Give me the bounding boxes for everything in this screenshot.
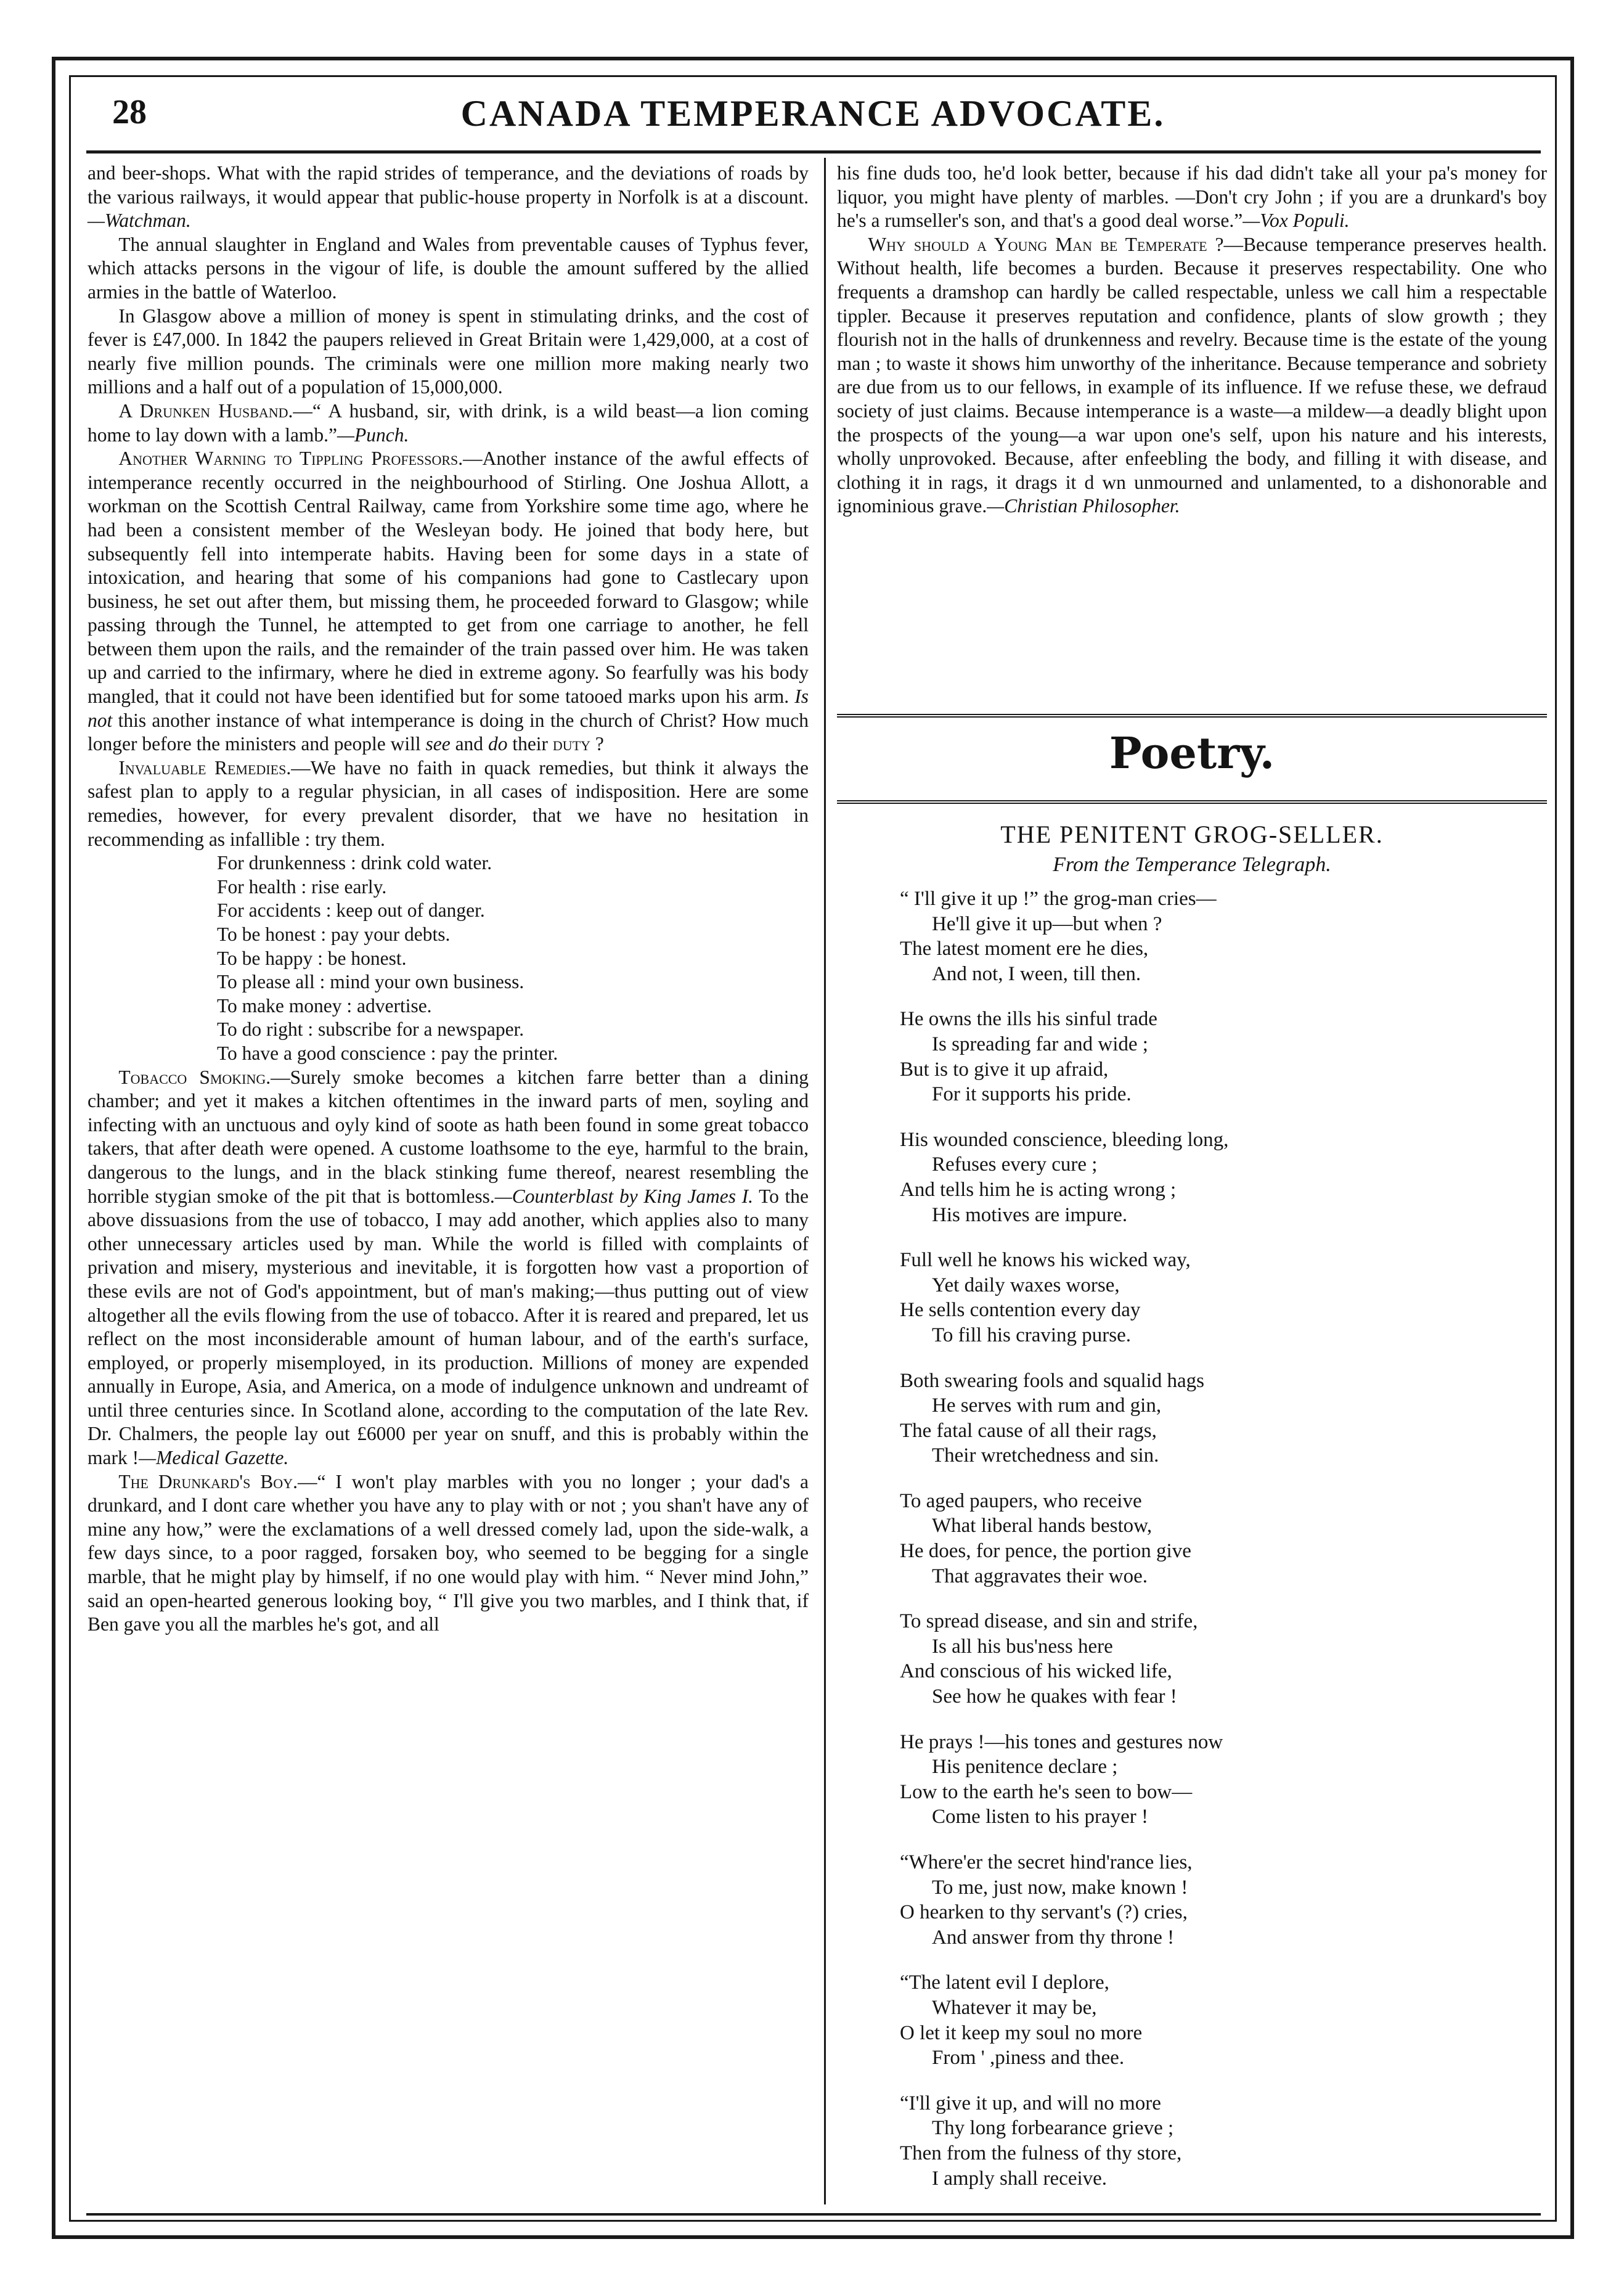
poem-line: To spread disease, and sin and strife,	[900, 1610, 1198, 1633]
poetry-rule-bottom	[837, 800, 1547, 804]
poem-line: He owns the ills his sinful trade	[900, 1008, 1157, 1031]
poem-line: From ' ,piness and thee.	[932, 2047, 1125, 2069]
remedy-item: To make money : advertise.	[217, 994, 432, 1017]
article-paragraph: In Glasgow above a million of money is spent in stimulating drinks, and the cost of fever is £47,000. In 1842 the paupers relieved in Great Britain were 1,429,000, at a cost of nearly five million pounds. The criminals were one million more making nearly two millions and a half out of a population of 15,000,000.	[88, 305, 809, 398]
poem-line: And answer from thy throne !	[932, 1926, 1175, 1949]
poem-stanza	[900, 1489, 1516, 1589]
poem-line: That aggravates their woe.	[932, 1565, 1148, 1587]
poem-stanza	[900, 1007, 1516, 1107]
poem-line: The fatal cause of all their rags,	[900, 1419, 1157, 1442]
article-drunken-husband: A Drunken Husband.—“ A husband, sir, with drink, is a wild beast—a lion coming home to lay down with a lamb.”—Punch.	[88, 399, 809, 446]
poem-line: His penitence declare ;	[932, 1756, 1118, 1778]
article-invaluable-remedies: Invaluable Remedies.—We have no faith in quack remedies, but think it always the safest plan to apply to a regular physician, in all cases of indisposition. Here are some remedies, however, for every prevalent disorder, that we have no hesitation in recommending as infallible : try them.	[88, 756, 809, 850]
remedy-item: To do right : subscribe for a newspaper.	[217, 1018, 524, 1041]
header-rule	[86, 150, 1541, 153]
poem-line: He'll give it up—but when ?	[932, 912, 1162, 935]
poem-line: “The latent evil I deplore,	[900, 1971, 1109, 1994]
poem-line: And conscious of his wicked life,	[900, 1660, 1172, 1683]
poetry-heading: Poetry.	[1109, 727, 1275, 779]
right-column	[837, 162, 1547, 518]
article-paragraph: and beer-shops. What with the rapid strides of temperance, and the deviations of roads by the various railways, it would appear that public-house property in Norfolk is at a discount.—Watchman.	[88, 162, 809, 232]
poem-line: And not, I ween, till then.	[932, 962, 1141, 985]
remedy-item: To please all : mind your own business.	[217, 971, 524, 993]
poem-line: The latest moment ere he dies,	[900, 938, 1149, 960]
poem-line: Low to the earth he's seen to bow—	[900, 1780, 1193, 1803]
remedy-item: For accidents : keep out of danger.	[217, 899, 485, 922]
poem-stanza	[900, 1248, 1516, 1348]
remedy-item: To be honest : pay your debts.	[217, 923, 451, 945]
poem-line: “I'll give it up, and will no more	[900, 2092, 1161, 2114]
left-column	[88, 162, 809, 1637]
poem-source: From the Temperance Telegraph.	[1053, 853, 1331, 876]
poem-line: Full well he knows his wicked way,	[900, 1249, 1191, 1272]
poem-line: He does, for pence, the portion give	[900, 1540, 1191, 1563]
journal-title: CANADA TEMPERANCE ADVOCATE.	[460, 93, 1165, 134]
poem-line: Their wretchedness and sin.	[932, 1444, 1159, 1467]
poem-line: For it supports his pride.	[932, 1083, 1132, 1106]
page-number: 28	[112, 93, 147, 131]
poem-body	[900, 886, 1516, 2211]
poem-line: Is all his bus'ness here	[932, 1635, 1113, 1658]
poem-line: He sells contention every day	[900, 1299, 1141, 1322]
poem-line: His wounded conscience, bleeding long,	[900, 1128, 1229, 1151]
poem-line: And tells him he is acting wrong ;	[900, 1178, 1177, 1201]
poem-line: His motives are impure.	[932, 1203, 1128, 1226]
footer-rule	[86, 2213, 1541, 2216]
poem-line: Come listen to his prayer !	[932, 1806, 1149, 1828]
poem-line: Whatever it may be,	[932, 1996, 1097, 2019]
poem-stanza	[900, 1970, 1516, 2070]
poem-line: What liberal hands bestow,	[932, 1515, 1153, 1537]
article-paragraph: his fine duds too, he'd look better, because if his dad didn't take all your pa's money for liquor, you might have plenty of marbles. —Don't cry John ; if you are a drunkard's boy he's a rumseller's son, and that's a good deal worse.”—Vox Populi.	[837, 162, 1547, 232]
poem-title: THE PENITENT GROG-SELLER.	[1000, 821, 1384, 848]
poetry-rule-top	[837, 714, 1547, 718]
poem-line: Is spreading far and wide ;	[932, 1033, 1148, 1055]
poem-line: To fill his craving purse.	[932, 1324, 1132, 1346]
remedy-item: For drunkenness : drink cold water.	[217, 852, 492, 874]
poem-line: See how he quakes with fear !	[932, 1685, 1177, 1708]
poem-stanza	[900, 886, 1516, 986]
poem-line: “Where'er the secret hind'rance lies,	[900, 1851, 1193, 1873]
poem-line: To me, just now, make known !	[932, 1876, 1188, 1899]
poem-line: He prays !—his tones and gestures now	[900, 1730, 1223, 1753]
article-drunkards-boy: The Drunkard's Boy.—“ I won't play marbles with you no longer ; your dad's a drunkard, and I dont care whether you have any to play with or not ; you shan't have any of mine any how,” were the exclamations of a well dressed comely lad, upon the side-walk, a few days since, to a poor ragged, forsaken boy, who seemed to be begging for a single marble, that he might play by himself, if no one would play with him. “ Never mind John,” said an open-hearted generous looking boy, “ I'll give you two marbles, and I think that, if Ben gave you all the marbles he's got, and all	[88, 1470, 809, 1635]
poem-stanza	[900, 1128, 1516, 1227]
poem-line: Then from the fulness of thy store,	[900, 2142, 1182, 2164]
poem-line: “ I'll give it up !” the grog-man cries—	[900, 888, 1217, 910]
poem-line: Yet daily waxes worse,	[932, 1274, 1120, 1296]
poem-line: O let it keep my soul no more	[900, 2021, 1143, 2044]
remedies-list	[217, 851, 809, 1065]
poem-line: He serves with rum and gin,	[932, 1394, 1162, 1417]
article-warning-tippling-professors: Another Warning to Tippling Professors.—Another instance of the awful effects of intemperance recently occurred in the neighbourhood of Stirling. One Joshua Allott, a workman on the Scottish Central Railway, came from Yorkshire some time ago, where he had been a consistent member of the Wesleyan body. He joined that body here, but subsequently fell into intemperate habits. Having been for some days in a state of intoxication, and hearing that some of his companions had gone to Castlecary upon business, he set out after them, but missing them, he proceeded forward to Glasgow; while passing through the Tunnel, he attempted to get from one carriage to another, he fell between them upon the rails, and the remainder of the train passed over him. He was taken up and carried to the infirmary, where he died in extreme agony. So fearfully was his body mangled, that it could not have been identified but for some tatooed marks upon his arm. Is not this another instance of what intemperance is doing in the church of Christ? How much longer before the ministers and people will see and do their duty ?	[88, 448, 809, 755]
poem-stanza	[900, 2091, 1516, 2191]
poem-line: But is to give it up afraid,	[900, 1058, 1109, 1081]
poem-stanza	[900, 1730, 1516, 1830]
poem-line: Refuses every cure ;	[932, 1153, 1098, 1176]
running-head	[69, 81, 1557, 143]
poem-line: To aged paupers, who receive	[900, 1489, 1142, 1512]
poem-line: O hearken to thy servant's (?) cries,	[900, 1901, 1188, 1924]
poem-line: I amply shall receive.	[932, 2167, 1108, 2190]
article-paragraph: The annual slaughter in England and Wales from preventable causes of Typhus fever, which attacks persons in the vigour of life, is double the amount suffered by the allied armies in the battle of Waterloo.	[88, 233, 809, 303]
column-divider	[824, 158, 826, 2204]
poem-stanza	[900, 1850, 1516, 1950]
poem-line: Thy long forbearance grieve ;	[932, 2117, 1174, 2140]
poem-stanza	[900, 1609, 1516, 1709]
article-tobacco-smoking: Tobacco Smoking.—Surely smoke becomes a kitchen farre better than a dining chamber; and yet it makes a kitchen oftentimes in the inward parts of men, soyling and infecting with an unctuous and oyly kind of soote as hath been found in some great tobacco takers, that after death were opened. A custome loathsome to the eye, harmful to the brain, dangerous to the lungs, and in the black stinking fume thereof, nearest resembling the horrible stygian smoke of the pit that is bottomless.—Counterblast by King James I. To the above dissuasions from the use of tobacco, I may add another, which applies also to many other unnecessary articles used by man. While the world is filled with complaints of privation and misery, mysterious and inevitable, it is forgotten how vast a proportion of these evils are not of God's appointment, but of man's making;—thus putting out of view altogether all the evils flowing from the use of tobacco. After it is reared and prepared, let us reflect on the most inconsiderable amount of human labour, and of the earth's surface, employed, or properly misemployed, in its production. Millions of money are expended annually in Europe, Asia, and America, on a mode of indulgence unknown and undreamt of until three centuries since. In Scotland alone, according to the computation of the late Rev. Dr. Chalmers, the people lay out £6000 per year on snuff, and this is probably within the mark !—Medical Gazette.	[88, 1066, 809, 1469]
remedy-item: To be happy : be honest.	[217, 947, 407, 969]
article-young-man-temperate: Why should a Young Man be Temperate ?—Because temperance preserves health. Without health, life becomes a burden. Because it preserves respectability. One who frequents a dramshop can hardly be called respectable, unless we call him a respectable tippler. Because it preserves reputation and confidence, plants of slow growth ; they flourish not in the halls of drunkenness and revelry. Because time is the estate of the young man ; to waste it shows him unworthy of the inheritance. Because temperance and sobriety are due from us to our fellows, in example of its influence. If we refuse these, we defraud society of just claims. Because intemperance is a waste—a mildew—a deadly blight upon the prospects of the young—a war upon one's self, upon his nature and his interests, wholly unprovoked. Because, after enfeebling the body, and filling it with disease, and clothing it in rags, it drags it d wn unmourned and unlamented, to a dishonorable and ignominious grave.—Christian Philosopher.	[837, 233, 1547, 517]
poem-line: Both swearing fools and squalid hags	[900, 1369, 1205, 1392]
remedy-item: For health : rise early.	[217, 875, 387, 898]
remedy-item: To have a good conscience : pay the printer.	[217, 1042, 558, 1064]
poem-stanza	[900, 1369, 1516, 1468]
